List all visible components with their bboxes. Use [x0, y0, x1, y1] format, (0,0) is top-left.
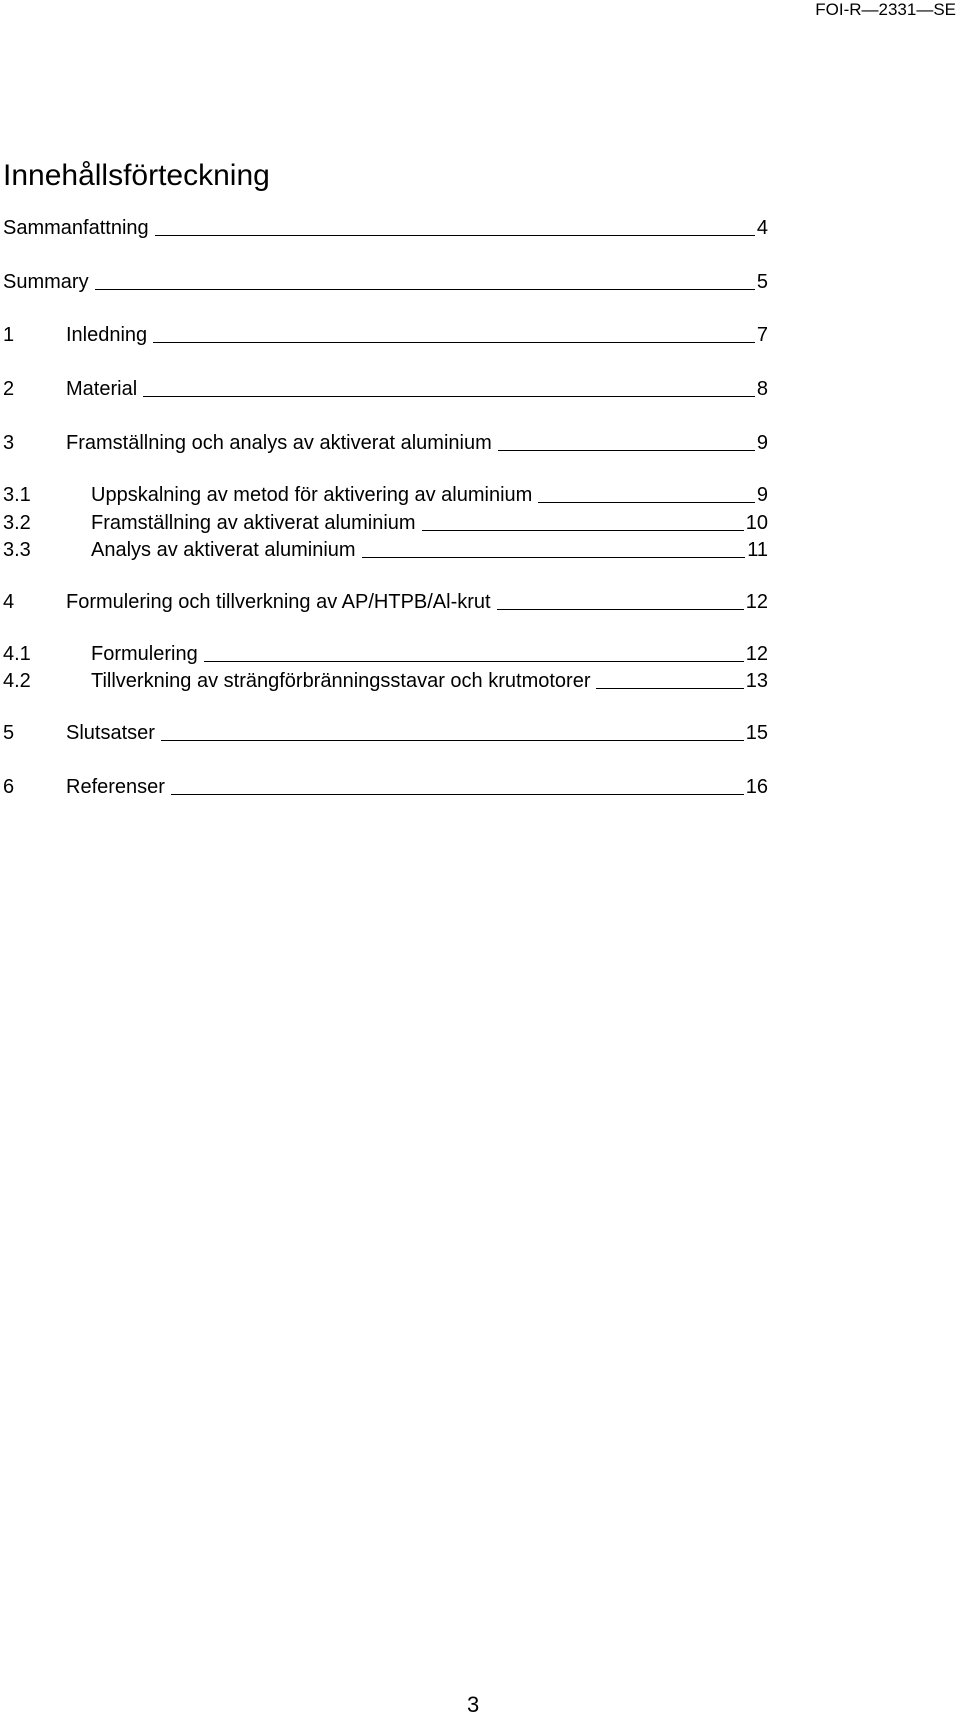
- toc-entry-number: 3.2: [3, 512, 31, 534]
- toc-leader-line: [422, 530, 744, 531]
- toc-entry-label: Analys av aktiverat aluminium: [91, 539, 356, 561]
- toc-entry-6[interactable]: [3, 771, 768, 799]
- toc-entry-3-3[interactable]: [3, 534, 768, 562]
- toc-entry-3-2[interactable]: [3, 507, 768, 535]
- toc-leader-line: [204, 661, 744, 662]
- toc-entry-page: 7: [756, 324, 768, 346]
- toc-leader-line: [538, 502, 755, 503]
- toc-entry-page: 12: [745, 591, 768, 613]
- toc-entry-label: Formulering och tillverkning av AP/HTPB/Al-krut: [66, 591, 491, 613]
- toc-entry-label: Framställning av aktiverat aluminium: [91, 512, 416, 534]
- toc-entry-label: Referenser: [66, 776, 165, 798]
- toc-entry-sammanfattning[interactable]: [3, 212, 768, 240]
- toc-entry-4-1[interactable]: [3, 638, 768, 666]
- page-number: 3: [467, 1692, 480, 1717]
- toc-entry-page: 10: [745, 512, 768, 534]
- toc-leader-line: [596, 688, 743, 689]
- toc-entry-number: 6: [3, 776, 15, 798]
- toc-entry-label: Framställning och analys av aktiverat aluminium: [66, 432, 492, 454]
- toc-entry-page: 13: [745, 670, 768, 692]
- document-id-header: FOI-R—2331—SE: [815, 0, 956, 19]
- toc-entry-3-1[interactable]: [3, 479, 768, 507]
- toc-entry-number: 3.3: [3, 539, 31, 561]
- toc-entry-page: 9: [756, 432, 768, 454]
- toc-entry-4-2[interactable]: [3, 665, 768, 693]
- toc-entry-page: 11: [747, 539, 768, 561]
- toc-entry-1[interactable]: [3, 319, 768, 347]
- toc-entry-number: 2: [3, 378, 15, 400]
- toc-entry-number: 3: [3, 432, 15, 454]
- toc-entry-4[interactable]: [3, 586, 768, 614]
- toc-title: Innehållsförteckning: [3, 159, 270, 192]
- toc-entry-number: 4: [3, 591, 15, 613]
- toc-entry-page: 8: [756, 378, 768, 400]
- toc-entry-page: 16: [745, 776, 768, 798]
- toc-entry-page: 9: [756, 484, 768, 506]
- toc-entry-number: 5: [3, 722, 15, 744]
- toc-entry-number: 1: [3, 324, 15, 346]
- toc-entry-label: Tillverkning av strängförbränningsstavar och krutmotorer: [91, 670, 591, 692]
- toc-entry-label: Material: [66, 378, 138, 400]
- toc-entry-summary[interactable]: [3, 266, 768, 294]
- toc-entry-page: 12: [745, 643, 768, 665]
- toc-leader-line: [155, 235, 755, 236]
- toc-leader-line: [95, 289, 755, 290]
- toc-entry-2[interactable]: [3, 373, 768, 401]
- toc-leader-line: [161, 740, 744, 741]
- toc-leader-line: [143, 396, 755, 397]
- toc-entry-number: 4.1: [3, 643, 31, 665]
- toc-entry-label: Uppskalning av metod för aktivering av aluminium: [91, 484, 533, 506]
- toc-entry-5[interactable]: [3, 717, 768, 745]
- toc-entry-label: Slutsatser: [66, 722, 155, 744]
- toc-entry-number: 3.1: [3, 484, 31, 506]
- toc-entry-label: Inledning: [66, 324, 148, 346]
- toc-entry-number: 4.2: [3, 670, 31, 692]
- toc-leader-line: [171, 794, 744, 795]
- toc-entry-label: Formulering: [91, 643, 198, 665]
- toc-entry-page: 4: [756, 217, 768, 239]
- toc-entry-page: 5: [756, 271, 768, 293]
- toc-entry-page: 15: [745, 722, 768, 744]
- toc-leader-line: [497, 609, 744, 610]
- toc-leader-line: [362, 557, 746, 558]
- toc-entry-label: Summary: [3, 271, 89, 293]
- toc-entry-label: Sammanfattning: [3, 217, 149, 239]
- toc-leader-line: [498, 450, 755, 451]
- toc-entry-3[interactable]: [3, 427, 768, 455]
- toc-leader-line: [153, 342, 755, 343]
